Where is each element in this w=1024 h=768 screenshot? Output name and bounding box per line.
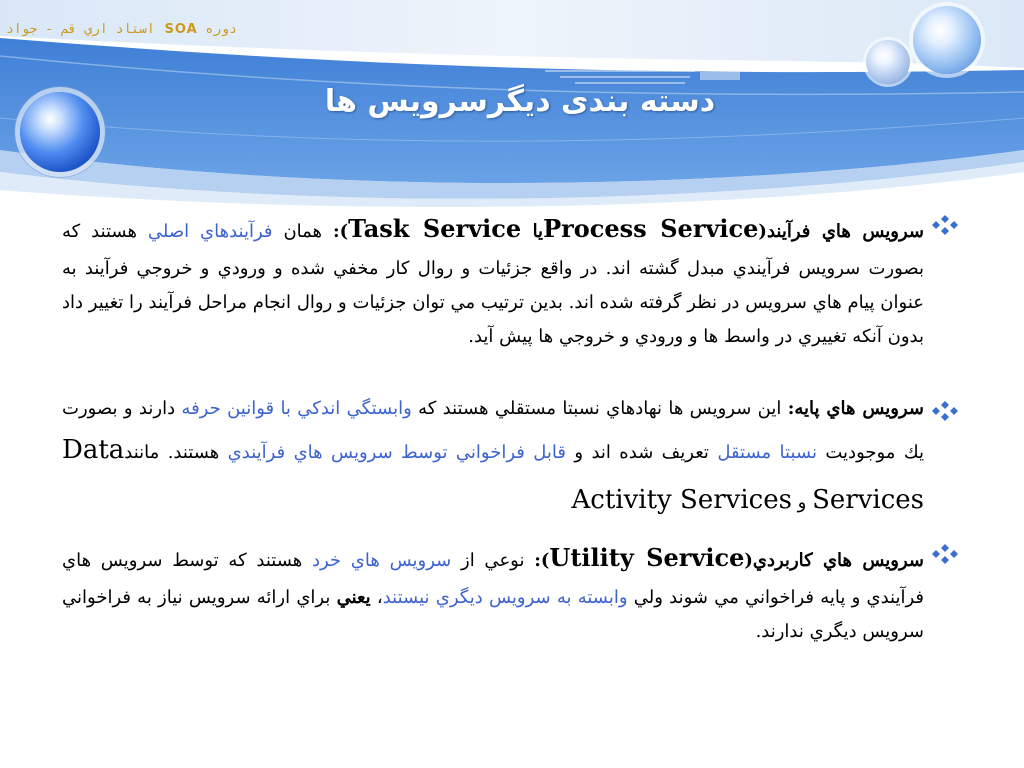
bullet-process-service: سرويس هاي فرآيند(Process Serviceيا Task Service): همان فرآيندهاي اصلي هستند که بصورت سرويس فرآيندي مبدل گشته اند. در واقع جزئيات و روال کار مخفي شده و ورودي و خروجي فرآيند به عنوان پيام هاي سرويس در نظر گرفته شده اند. بدين ترتيب مي توان جزئيات و روال انجام مراحل فرآيند را تغيير داد بدون آنکه تغييري در واسط ها و ورودي و خروجي ها پيش آيد. bbox=[62, 206, 970, 354]
header-caption bbox=[6, 22, 237, 37]
bullet-term: سرويس هاي فرآيند(Process Serviceيا Task Service): bbox=[332, 214, 924, 243]
bullet-term: سرويس هاي كاربردي(Utility Service): bbox=[534, 543, 924, 573]
course-prefix: دوره bbox=[197, 22, 237, 37]
course-suffix: استاد اري قم - جواد bbox=[6, 22, 165, 37]
diamond-bullet-icon bbox=[932, 399, 958, 423]
highlight-text: وابسته به سرويس ديگري نيستند bbox=[382, 586, 628, 608]
highlight-text: فرآيندهاي اصلي bbox=[147, 221, 273, 242]
highlight-text: سرويس هاي خرد bbox=[311, 550, 452, 572]
decorative-orb-left bbox=[20, 92, 100, 172]
diamond-bullet-icon bbox=[932, 213, 958, 237]
decorative-orb-small bbox=[866, 40, 910, 84]
body-content bbox=[62, 206, 970, 649]
bullet-term: سرويس هاي پايه: bbox=[787, 398, 924, 420]
bullet-base-services: سرويس هاي پايه: اين سرويس ها نهادهاي نسبتا مستقلي هستند که وابستگي اندکي با قوانين حرفه دارند و بصورت يك موجوديت نسبتا مستقل تعريف شده اند و قابل فراخواني توسط سرويس هاي فرآيندي هستند. مانندData Services و Activity Services bbox=[62, 392, 970, 525]
highlight-text: قابل فراخواني توسط سرويس هاي فرآيندي bbox=[227, 442, 567, 464]
slide-title: دسته بندی دیگرسرویس ها bbox=[324, 84, 716, 119]
highlight-text: نسبتا مستقل bbox=[717, 442, 817, 464]
diamond-bullet-icon bbox=[932, 542, 958, 566]
bullet-utility-service: سرويس هاي كاربردي(Utility Service): نوعي از سرويس هاي خرد هستند که توسط سرويس هاي فرآيندي و پايه فراخواني مي شوند ولي وابسته به سرويس ديگري نيستند، يعني براي ارائه سرويس نياز به فراخواني سرويس ديگري ندارند. bbox=[62, 535, 970, 649]
highlight-text: وابستگي اندکي با قوانين حرفه bbox=[181, 398, 412, 420]
course-name: SOA bbox=[164, 22, 198, 37]
decorative-orb-large bbox=[913, 6, 981, 74]
